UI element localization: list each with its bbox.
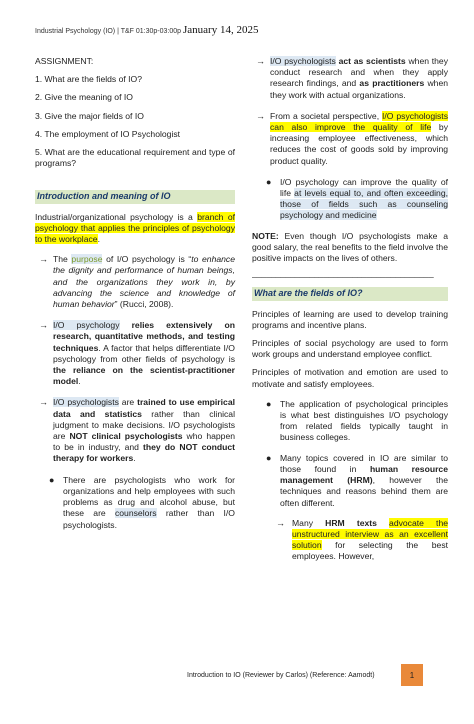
- text-run: when they conduct research and when they apply research findings, and: [270, 56, 448, 89]
- arrow-right-icon: →: [39, 320, 48, 331]
- text-run: by increasing employee effectiveness, which reduces the cost of goods sold by improving product quality.: [270, 122, 448, 166]
- highlight-text: I/O psychologists: [270, 56, 336, 66]
- bullet-dot-icon: ●: [266, 176, 272, 187]
- text-run: .: [133, 453, 136, 464]
- text-run: [377, 518, 389, 528]
- bold-text: they do NOT conduct therapy for workers: [53, 442, 236, 464]
- text-run: I/O psychology can improve the quality of life: [280, 176, 448, 199]
- assignment-item: 5. What are the educational requirement and type of programs?: [35, 147, 235, 169]
- page-number-badge: 1: [401, 664, 423, 686]
- bold-text: NOT clinical psychologists: [69, 431, 183, 442]
- text-run: There are psychologists who work for organizations and help employees with such problems as drug and alcohol abuse, but these are: [63, 474, 235, 519]
- course-label: Industrial Psychology (IO) | T&F 01:30p-03:00p: [35, 28, 182, 35]
- text-run: when they work with actual organizations.: [270, 78, 449, 100]
- bullet-item-quality: [252, 177, 448, 222]
- highlight-text: branch of psychology that applies the principles of psychology to the workplace: [35, 211, 235, 245]
- text-run: are: [118, 397, 138, 408]
- text-run: for selecting the best employees. However,: [292, 540, 448, 562]
- bullet-dot-icon: ●: [266, 398, 272, 409]
- text-run: Even though I/O psychologists make a good salary, the real benefits to the field involve the positive impacts on the lives of others.: [252, 230, 448, 264]
- arrow-right-icon: →: [256, 110, 265, 121]
- highlight-text: purpose: [71, 254, 103, 265]
- assignment-item: 4. The employment of IO Psychologist: [35, 128, 181, 139]
- text-run: .: [78, 376, 81, 387]
- highlight-text: I/O psychology: [53, 320, 120, 331]
- right-column: [252, 56, 448, 573]
- text-run: rather than clinical judgment to make decisions. I/O psychologists are: [53, 408, 235, 442]
- arrow-item-research: [35, 320, 235, 387]
- highlight-text: counselors: [114, 508, 157, 519]
- divider-line: ______________________________________: [252, 268, 434, 279]
- note-paragraph: [252, 231, 448, 265]
- bold-text: the reliance on the scientist-practitioner model: [53, 365, 235, 387]
- text-run: ” (Rucci, 2008).: [114, 299, 174, 310]
- arrow-right-icon: →: [276, 517, 285, 528]
- intro-paragraph: [35, 212, 235, 246]
- bold-text: human resource management (HRM): [280, 463, 448, 486]
- section-heading-intro: Introduction and meaning of IO: [35, 190, 235, 203]
- text-run: Many topics covered in IO are similar to those found in: [280, 452, 448, 474]
- text-run: who happen to be in industry, and: [53, 431, 235, 453]
- arrow-item-purpose: [35, 254, 235, 310]
- header-date: January 14, 2025: [183, 24, 259, 36]
- highlight-text: at levels equal to, and often exceeding, those of fields such as counseling psychology and medicine: [280, 188, 448, 221]
- arrow-item-hrm-texts: [252, 518, 448, 563]
- text-run: , however the techniques and reasons behind them are often different.: [280, 475, 448, 508]
- bold-text: HRM texts: [325, 517, 377, 528]
- text-run: Industrial/organizational psychology is a: [35, 211, 198, 222]
- bold-text: trained to use empirical data and statistics: [53, 397, 235, 419]
- bullet-item-application: [252, 399, 448, 444]
- text-run: Many: [292, 517, 326, 528]
- highlight-text: I/O psychologists: [53, 397, 119, 408]
- assignment-item: 3. Give the major fields of IO: [35, 110, 144, 121]
- assignment-item: 2. Give the meaning of IO: [35, 92, 133, 103]
- arrow-right-icon: →: [39, 397, 48, 408]
- arrow-item-quality-of-life: [252, 111, 448, 167]
- bullet-dot-icon: ●: [49, 474, 55, 485]
- assignment-title: ASSIGNMENT:: [35, 56, 94, 66]
- bold-text: act as scientists: [335, 56, 406, 66]
- text-run: The: [53, 254, 72, 265]
- text-run: rather than I/O psychologists.: [63, 508, 235, 530]
- bullet-dot-icon: ●: [266, 452, 272, 463]
- arrow-right-icon: →: [39, 254, 48, 265]
- page-footer: Introduction to IO (Reviewer by Carlos) (Reference: Aamodt): [187, 672, 375, 679]
- highlight-text: advocate the unstructured interview as an excellent solution: [292, 517, 448, 551]
- page-header: [35, 24, 258, 36]
- bullet-item-counselors: [35, 475, 235, 531]
- text-run: .: [97, 234, 100, 245]
- text-run: The application of psychological principles is what best distinguishes I/O psychology from related fields typically taught in business colleges.: [280, 398, 448, 443]
- field-paragraph: Principles of social psychology are used to form work groups and understand employee conflict.: [252, 338, 448, 360]
- highlight-text: I/O psychologists can also improve the quality of life: [270, 110, 448, 133]
- bold-text: as practitioners: [359, 78, 425, 89]
- field-paragraph: Principles of learning are used to develop training programs and incentive plans.: [252, 308, 448, 330]
- text-run: of I/O psychology is “: [102, 254, 192, 265]
- bold-text: relies extensively on research, quantitative methods, and testing techniques: [53, 320, 235, 353]
- section-heading-fields: What are the fields of IO?: [252, 287, 448, 300]
- left-column: [35, 56, 235, 540]
- quote-text: to enhance the dignity and performance of human beings, and the organizations they work in, by advancing the science and knowledge of human behavior: [53, 254, 235, 310]
- arrow-right-icon: →: [256, 56, 265, 66]
- field-paragraph: Principles of motivation and emotion are used to motivate and satisfy employees.: [252, 367, 448, 389]
- arrow-item-empirical: [35, 397, 235, 464]
- text-run: . A factor that helps differentiate I/O psychology from other fields of psychology is: [53, 342, 235, 364]
- assignment-item: 1. What are the fields of IO?: [35, 74, 142, 85]
- bullet-item-hrm: [252, 453, 448, 509]
- arrow-item-scientists: [252, 56, 448, 101]
- note-label: NOTE:: [252, 230, 279, 241]
- text-run: From a societal perspective,: [270, 110, 383, 121]
